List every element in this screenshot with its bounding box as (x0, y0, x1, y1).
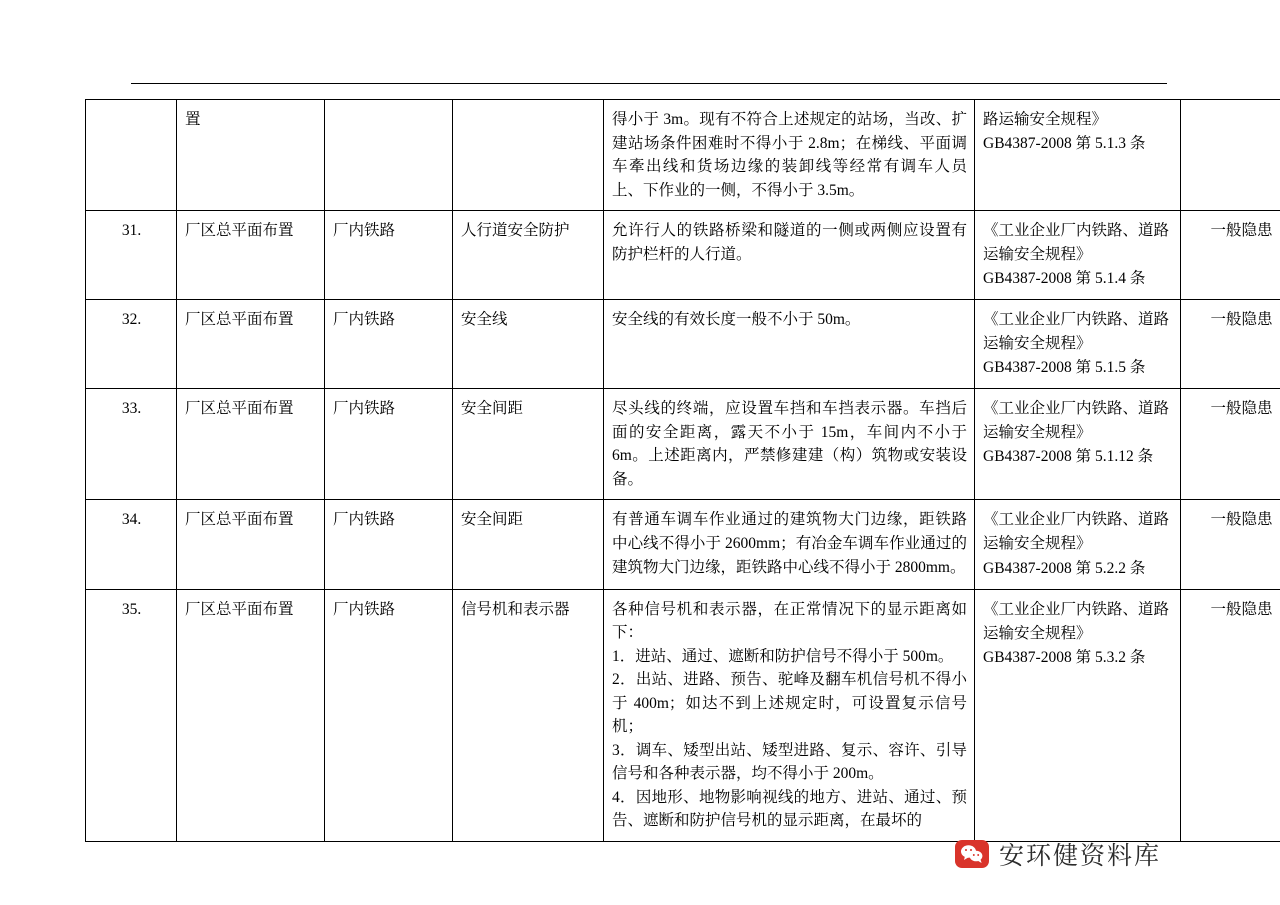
row-body (604, 100, 975, 211)
row-body (604, 589, 975, 841)
row-item: 信号机和表示器 (453, 589, 604, 841)
table-row (86, 389, 1280, 500)
row-index: 31. (86, 211, 177, 300)
row-sub: 厂内铁路 (325, 389, 453, 500)
table-row (86, 211, 1280, 300)
row-index: 34. (86, 500, 177, 589)
row-category-text: 厂区总平面布置 (185, 311, 294, 329)
row-category (177, 589, 325, 841)
row-category-text: 厂区总平面布置 (185, 511, 294, 529)
row-reference (975, 100, 1181, 211)
row-category-text: 置 (185, 111, 201, 128)
row-body (604, 300, 975, 389)
row-category-text: 厂区总平面布置 (185, 222, 294, 240)
row-item: 安全间距 (453, 389, 604, 500)
table-row (86, 589, 1280, 841)
row-reference (975, 211, 1181, 300)
row-reference (975, 389, 1181, 500)
row-reference-text: 《工业企业厂内铁路、道路运输安全规程》 GB4387-2008 第 5.3.2 条 (983, 600, 1170, 666)
row-sub (325, 100, 453, 211)
wechat-icon (955, 840, 989, 868)
row-category-text: 厂区总平面布置 (185, 600, 294, 618)
row-body-text: 允许行人的铁路桥梁和隧道的一侧或两侧应设置有防护栏杆的人行道。 (612, 222, 967, 263)
row-level: 一般隐患 (1181, 300, 1280, 389)
row-item: 安全线 (453, 300, 604, 389)
row-reference-text: 《工业企业厂内铁路、道路运输安全规程》 GB4387-2008 第 5.1.5 条 (983, 311, 1170, 377)
row-sub: 厂内铁路 (325, 589, 453, 841)
row-body-text: 各种信号机和表示器，在正常情况下的显示距离如下： 1．进站、通过、遮断和防护信号不得小于 500m。 2．出站、进路、预告、驼峰及翻车机信号机不得小于 400m；如达不到上述规定时，可设置复示信号机； 3．调车、矮型出站、矮型进路、复示、容许、引导信号和各种表示器，均不得小于 200m。 4．因地形、地物影响视线的地方、进站、通过、预告、遮断和防护信号机的显示距离，在最坏的 (612, 600, 967, 830)
row-index: 35. (86, 589, 177, 841)
row-item (453, 100, 604, 211)
row-level: 一般隐患 (1181, 589, 1280, 841)
row-sub: 厂内铁路 (325, 500, 453, 589)
table-row (86, 300, 1280, 389)
row-reference (975, 589, 1181, 841)
row-reference-text: 路运输安全规程》 GB4387-2008 第 5.1.3 条 (983, 111, 1146, 153)
row-body-text: 尽头线的终端，应设置车挡和车挡表示器。车挡后面的安全距离，露天不小于 15m，车间内不小于 6m。上述距离内，严禁修建建（构）筑物或安装设备。 (612, 400, 967, 488)
table-row (86, 100, 1280, 211)
table-row (86, 500, 1280, 589)
header-rule (131, 83, 1167, 84)
row-index (86, 100, 177, 211)
row-category (177, 300, 325, 389)
table-body (86, 100, 1280, 842)
row-category (177, 389, 325, 500)
row-item: 人行道安全防护 (453, 211, 604, 300)
row-sub: 厂内铁路 (325, 300, 453, 389)
row-category (177, 100, 325, 211)
row-reference (975, 500, 1181, 589)
footer-brand-text: 安环健资料库 (999, 843, 1162, 870)
row-body-text: 得小于 3m。现有不符合上述规定的站场，当改、扩建站场条件困难时不得小于 2.8m；在梯线、平面调车牽出线和货场边缘的装卸线等经常有调车人员上、下作业的一侧，不得小于 3.5m。 (612, 111, 967, 199)
row-level: 一般隐患 (1181, 500, 1280, 589)
row-level (1181, 100, 1280, 211)
row-item: 安全间距 (453, 500, 604, 589)
row-body (604, 211, 975, 300)
footer-brand (955, 836, 1161, 872)
row-body (604, 389, 975, 500)
row-reference-text: 《工业企业厂内铁路、道路运输安全规程》 GB4387-2008 第 5.1.12 条 (983, 400, 1170, 466)
row-category (177, 211, 325, 300)
row-level: 一般隐患 (1181, 389, 1280, 500)
row-body (604, 500, 975, 589)
row-reference-text: 《工业企业厂内铁路、道路运输安全规程》 GB4387-2008 第 5.1.4 条 (983, 222, 1170, 288)
row-reference-text: 《工业企业厂内铁路、道路运输安全规程》 GB4387-2008 第 5.2.2 条 (983, 511, 1170, 577)
hazard-checklist-table (85, 99, 1280, 842)
row-index: 33. (86, 389, 177, 500)
row-reference (975, 300, 1181, 389)
row-category (177, 500, 325, 589)
row-body-text: 安全线的有效长度一般不小于 50m。 (612, 311, 861, 329)
row-body-text: 有普通车调车作业通过的建筑物大门边缘，距铁路中心线不得小于 2600mm；有冶金车调车作业通过的建筑物大门边缘，距铁路中心线不得小于 2800mm。 (612, 511, 967, 576)
row-sub: 厂内铁路 (325, 211, 453, 300)
row-category-text: 厂区总平面布置 (185, 400, 294, 418)
row-index: 32. (86, 300, 177, 389)
row-level: 一般隐患 (1181, 211, 1280, 300)
